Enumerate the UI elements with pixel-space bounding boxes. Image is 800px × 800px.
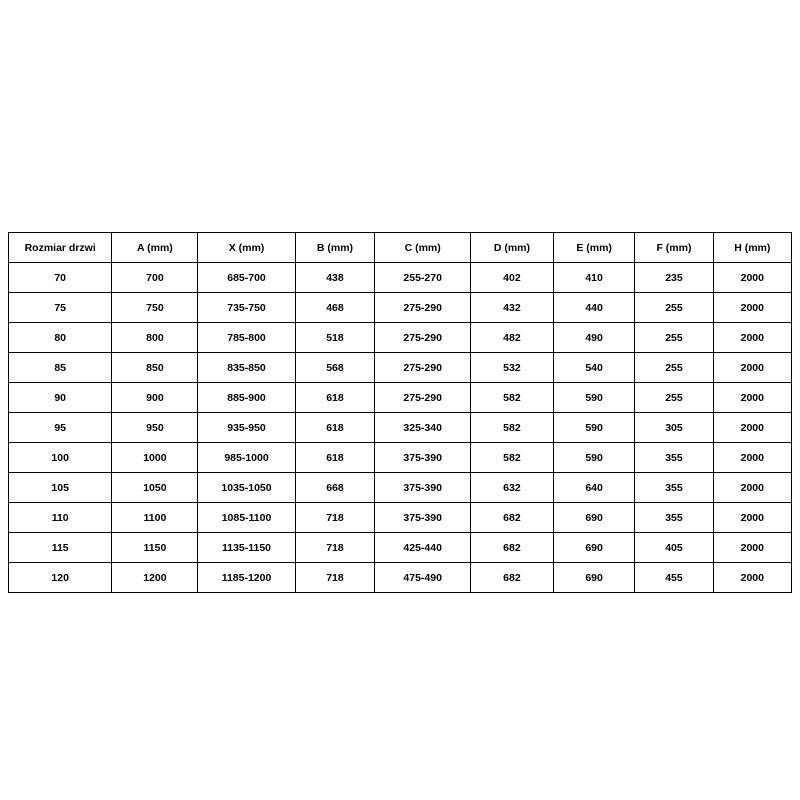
table-cell: 255-270: [375, 263, 471, 293]
table-cell: 475-490: [375, 563, 471, 593]
table-cell: 110: [9, 503, 112, 533]
table-cell: 685-700: [198, 263, 295, 293]
table-cell: 735-750: [198, 293, 295, 323]
table-cell: 718: [295, 533, 375, 563]
table-row: [9, 293, 792, 323]
table-cell: 255: [635, 383, 713, 413]
table-cell: 590: [553, 413, 634, 443]
table-cell: 2000: [713, 413, 791, 443]
table-cell: 482: [470, 323, 553, 353]
table-cell: 1185-1200: [198, 563, 295, 593]
table-cell: 2000: [713, 473, 791, 503]
table-cell: 375-390: [375, 443, 471, 473]
specification-table-container: [8, 232, 792, 593]
table-row: [9, 323, 792, 353]
table-cell: 682: [470, 533, 553, 563]
table-cell: 682: [470, 503, 553, 533]
table-cell: 2000: [713, 353, 791, 383]
table-cell: 440: [553, 293, 634, 323]
table-cell: 2000: [713, 263, 791, 293]
table-cell: 1085-1100: [198, 503, 295, 533]
table-cell: 640: [553, 473, 634, 503]
table-cell: 935-950: [198, 413, 295, 443]
table-cell: 690: [553, 533, 634, 563]
table-cell: 785-800: [198, 323, 295, 353]
table-cell: 518: [295, 323, 375, 353]
table-row: [9, 353, 792, 383]
table-row: [9, 383, 792, 413]
table-cell: 468: [295, 293, 375, 323]
table-cell: 1035-1050: [198, 473, 295, 503]
table-cell: 900: [112, 383, 198, 413]
table-cell: 618: [295, 383, 375, 413]
table-cell: 1135-1150: [198, 533, 295, 563]
table-cell: 438: [295, 263, 375, 293]
table-cell: 835-850: [198, 353, 295, 383]
table-cell: 618: [295, 443, 375, 473]
table-row: [9, 473, 792, 503]
table-column-header: F (mm): [635, 233, 713, 263]
table-column-header: E (mm): [553, 233, 634, 263]
table-cell: 405: [635, 533, 713, 563]
table-cell: 568: [295, 353, 375, 383]
table-cell: 2000: [713, 533, 791, 563]
table-cell: 682: [470, 563, 553, 593]
table-cell: 690: [553, 563, 634, 593]
table-column-header: A (mm): [112, 233, 198, 263]
specification-table: [8, 232, 792, 593]
table-cell: 1100: [112, 503, 198, 533]
table-cell: 355: [635, 503, 713, 533]
table-cell: 120: [9, 563, 112, 593]
table-cell: 2000: [713, 293, 791, 323]
table-cell: 2000: [713, 563, 791, 593]
table-cell: 490: [553, 323, 634, 353]
table-cell: 275-290: [375, 293, 471, 323]
table-cell: 1000: [112, 443, 198, 473]
table-cell: 410: [553, 263, 634, 293]
table-cell: 375-390: [375, 473, 471, 503]
table-cell: 590: [553, 383, 634, 413]
table-cell: 85: [9, 353, 112, 383]
table-row: [9, 263, 792, 293]
table-cell: 70: [9, 263, 112, 293]
table-column-header: C (mm): [375, 233, 471, 263]
table-cell: 582: [470, 383, 553, 413]
table-row: [9, 533, 792, 563]
table-cell: 2000: [713, 503, 791, 533]
table-cell: 950: [112, 413, 198, 443]
table-cell: 355: [635, 473, 713, 503]
table-body: [9, 263, 792, 593]
table-cell: 255: [635, 293, 713, 323]
table-cell: 1050: [112, 473, 198, 503]
table-cell: 700: [112, 263, 198, 293]
table-cell: 235: [635, 263, 713, 293]
table-row: [9, 443, 792, 473]
table-cell: 850: [112, 353, 198, 383]
table-cell: 95: [9, 413, 112, 443]
table-cell: 275-290: [375, 353, 471, 383]
table-cell: 1200: [112, 563, 198, 593]
table-column-header: H (mm): [713, 233, 791, 263]
table-cell: 540: [553, 353, 634, 383]
table-cell: 2000: [713, 383, 791, 413]
table-cell: 590: [553, 443, 634, 473]
table-cell: 355: [635, 443, 713, 473]
table-header-row: [9, 233, 792, 263]
table-cell: 80: [9, 323, 112, 353]
table-column-header: Rozmiar drzwi: [9, 233, 112, 263]
table-cell: 425-440: [375, 533, 471, 563]
table-cell: 100: [9, 443, 112, 473]
table-cell: 90: [9, 383, 112, 413]
table-cell: 718: [295, 503, 375, 533]
table-cell: 275-290: [375, 323, 471, 353]
table-cell: 455: [635, 563, 713, 593]
table-row: [9, 503, 792, 533]
table-cell: 885-900: [198, 383, 295, 413]
table-cell: 618: [295, 413, 375, 443]
table-cell: 432: [470, 293, 553, 323]
table-cell: 632: [470, 473, 553, 503]
table-cell: 2000: [713, 323, 791, 353]
table-column-header: X (mm): [198, 233, 295, 263]
table-cell: 718: [295, 563, 375, 593]
table-column-header: B (mm): [295, 233, 375, 263]
table-cell: 375-390: [375, 503, 471, 533]
table-cell: 2000: [713, 443, 791, 473]
table-cell: 305: [635, 413, 713, 443]
table-cell: 255: [635, 323, 713, 353]
table-header: [9, 233, 792, 263]
table-cell: 582: [470, 413, 553, 443]
table-cell: 532: [470, 353, 553, 383]
table-cell: 668: [295, 473, 375, 503]
table-column-header: D (mm): [470, 233, 553, 263]
table-cell: 75: [9, 293, 112, 323]
table-row: [9, 563, 792, 593]
table-cell: 402: [470, 263, 553, 293]
table-cell: 115: [9, 533, 112, 563]
table-cell: 275-290: [375, 383, 471, 413]
table-cell: 582: [470, 443, 553, 473]
table-cell: 690: [553, 503, 634, 533]
table-row: [9, 413, 792, 443]
table-cell: 255: [635, 353, 713, 383]
table-cell: 985-1000: [198, 443, 295, 473]
table-cell: 800: [112, 323, 198, 353]
table-cell: 105: [9, 473, 112, 503]
table-cell: 1150: [112, 533, 198, 563]
table-cell: 750: [112, 293, 198, 323]
table-cell: 325-340: [375, 413, 471, 443]
